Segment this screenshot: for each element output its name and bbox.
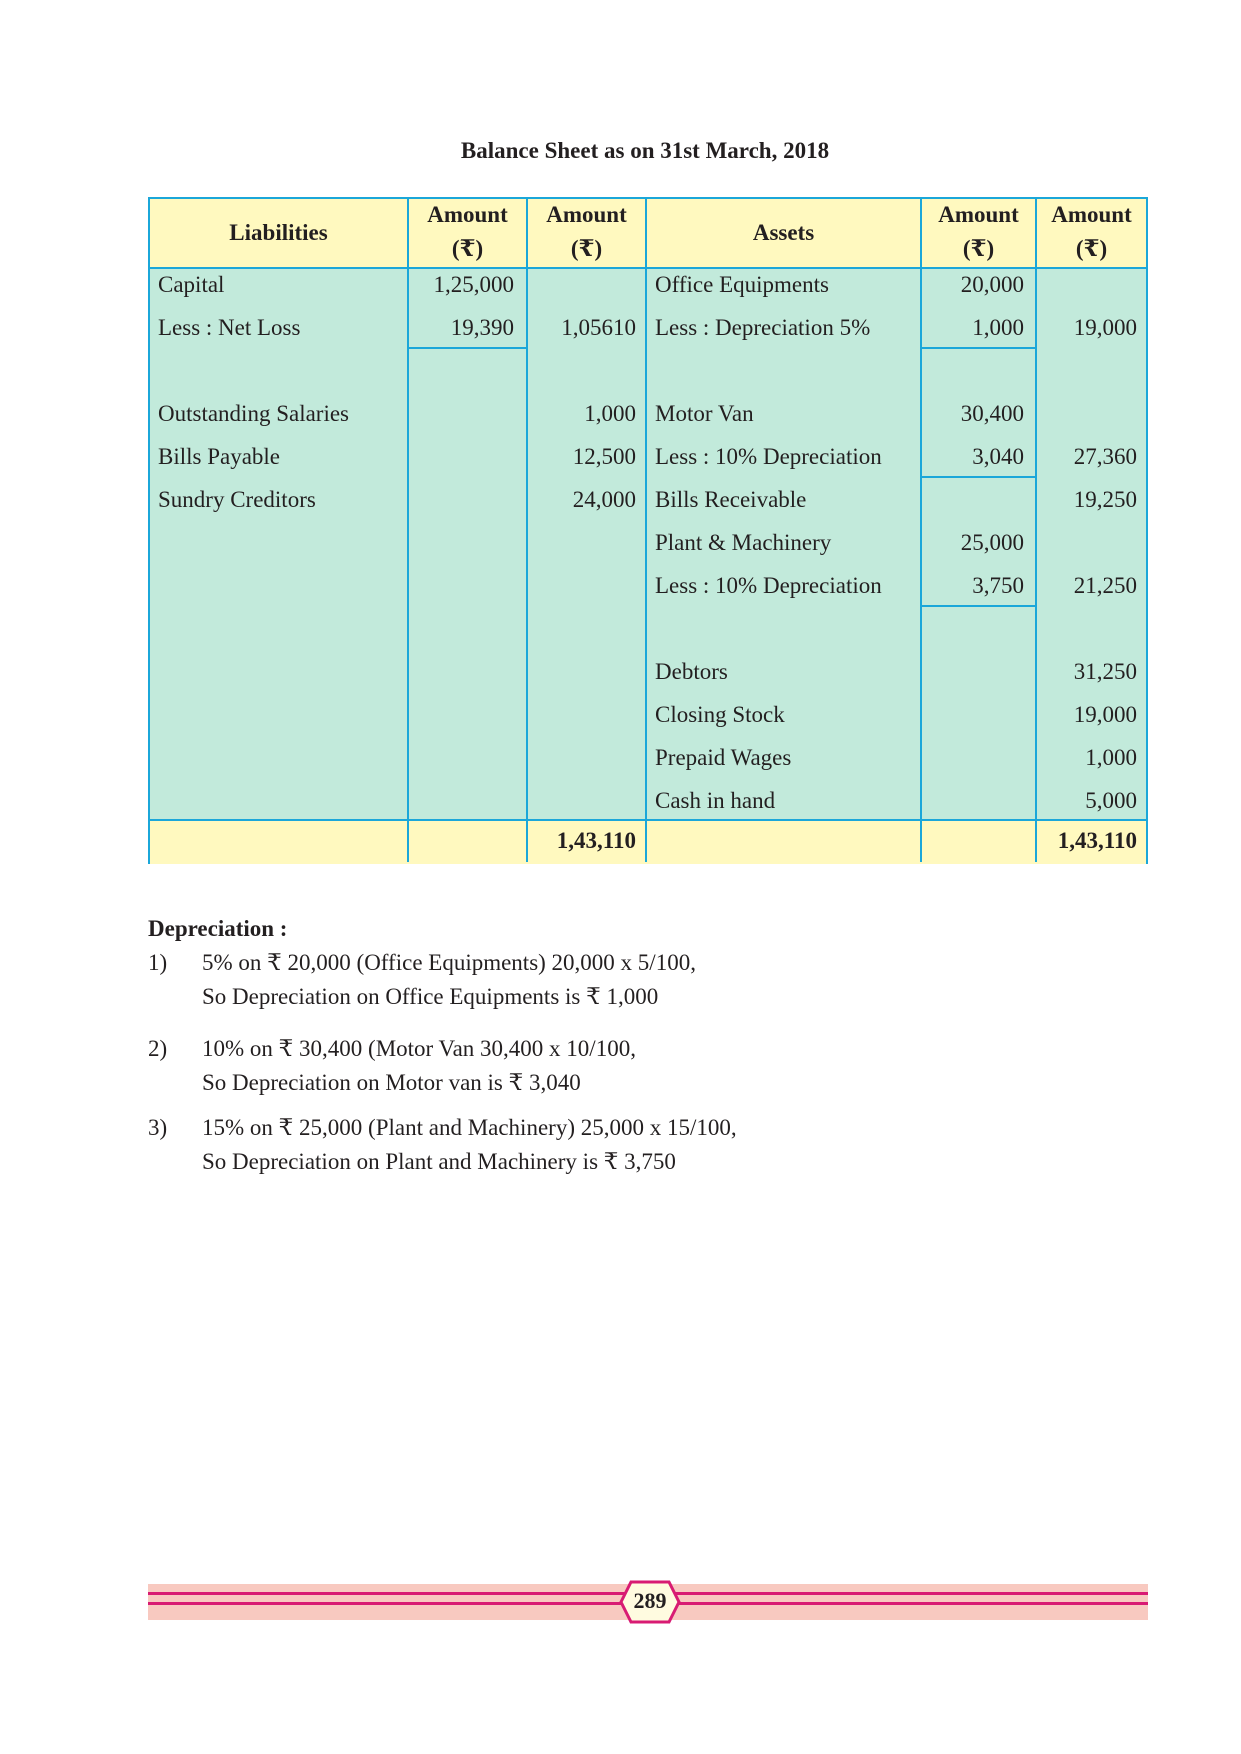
office-net-amount: 19,000 [1073,315,1137,340]
net-loss-amount: 19,390 [450,315,514,340]
asset-motor-depreciation: Less : 10% Depreciation [655,444,882,469]
item-number: 2) [148,1036,168,1061]
total-liabilities: 1,43,110 [556,828,636,853]
header-currency: (₹) [451,236,484,261]
motor-net-amount: 27,360 [1073,444,1137,469]
subtotal-line [920,605,1037,607]
office-equipments-amount: 20,000 [960,272,1024,297]
subtotal-line [920,476,1037,478]
liability-sundry-creditors: Sundry Creditors [158,487,316,512]
cash-amount: 5,000 [1085,788,1137,813]
office-depreciation-amount: 1,000 [972,315,1024,340]
header-amount: Amount [1051,202,1132,227]
closing-stock-amount: 19,000 [1073,702,1137,727]
asset-bills-receivable: Bills Receivable [655,487,807,512]
debtors-amount: 31,250 [1073,659,1137,684]
page-title: Balance Sheet as on 31st March, 2018 [460,138,830,163]
item-number: 1) [148,950,168,975]
capital-amount: 1,25,000 [433,272,514,297]
asset-motor-van: Motor Van [655,401,754,426]
liability-capital: Capital [158,272,225,297]
asset-office-equipments: Office Equipments [655,272,829,297]
depreciation-heading: Depreciation : [148,916,288,941]
net-capital-amount: 1,05610 [561,315,636,340]
item-line: 15% on ₹ 25,000 (Plant and Machinery) 25,000 x 15/100, [202,1115,737,1140]
asset-plant-depreciation: Less : 10% Depreciation [655,573,882,598]
outstanding-salaries-amount: 1,000 [584,401,636,426]
liability-less-net-loss: Less : Net Loss [158,315,301,340]
header-liabilities: Liabilities [229,220,328,245]
item-line: So Depreciation on Motor van is ₹ 3,040 [202,1070,581,1095]
header-currency: (₹) [570,236,603,261]
table-total-row [150,819,1146,864]
asset-cash-in-hand: Cash in hand [655,788,776,813]
subtotal-line [920,347,1037,349]
asset-debtors: Debtors [655,659,728,684]
header-amount: Amount [546,202,627,227]
total-assets: 1,43,110 [1057,828,1137,853]
item-number: 3) [148,1115,168,1140]
prepaid-wages-amount: 1,000 [1085,745,1137,770]
item-line: So Depreciation on Office Equipments is ₹ 1,000 [202,984,659,1009]
liability-outstanding-salaries: Outstanding Salaries [158,401,349,426]
item-line: So Depreciation on Plant and Machinery is ₹ 3,750 [202,1149,676,1174]
column-divider [407,199,409,862]
header-assets: Assets [752,220,815,245]
asset-closing-stock: Closing Stock [655,702,785,727]
plant-net-amount: 21,250 [1073,573,1137,598]
column-divider [526,199,528,862]
plant-amount: 25,000 [960,530,1024,555]
header-currency: (₹) [1075,236,1108,261]
page-number: 289 [633,1588,667,1613]
subtotal-line [407,347,528,349]
sundry-creditors-amount: 24,000 [572,487,636,512]
column-divider [645,199,647,862]
balance-sheet-table [148,197,1148,864]
item-line: 10% on ₹ 30,400 (Motor Van 30,400 x 10/100, [202,1036,636,1061]
bills-payable-amount: 12,500 [572,444,636,469]
motor-van-amount: 30,400 [960,401,1024,426]
liability-bills-payable: Bills Payable [158,444,281,469]
header-amount: Amount [938,202,1019,227]
plant-depreciation-amount: 3,750 [972,573,1024,598]
header-currency: (₹) [962,236,995,261]
item-line: 5% on ₹ 20,000 (Office Equipments) 20,000 x 5/100, [202,950,696,975]
header-amount: Amount [427,202,508,227]
asset-prepaid-wages: Prepaid Wages [655,745,792,770]
asset-plant-machinery: Plant & Machinery [655,530,832,555]
bills-receivable-amount: 19,250 [1073,487,1137,512]
asset-office-depreciation: Less : Depreciation 5% [655,315,871,340]
motor-depreciation-amount: 3,040 [972,444,1024,469]
